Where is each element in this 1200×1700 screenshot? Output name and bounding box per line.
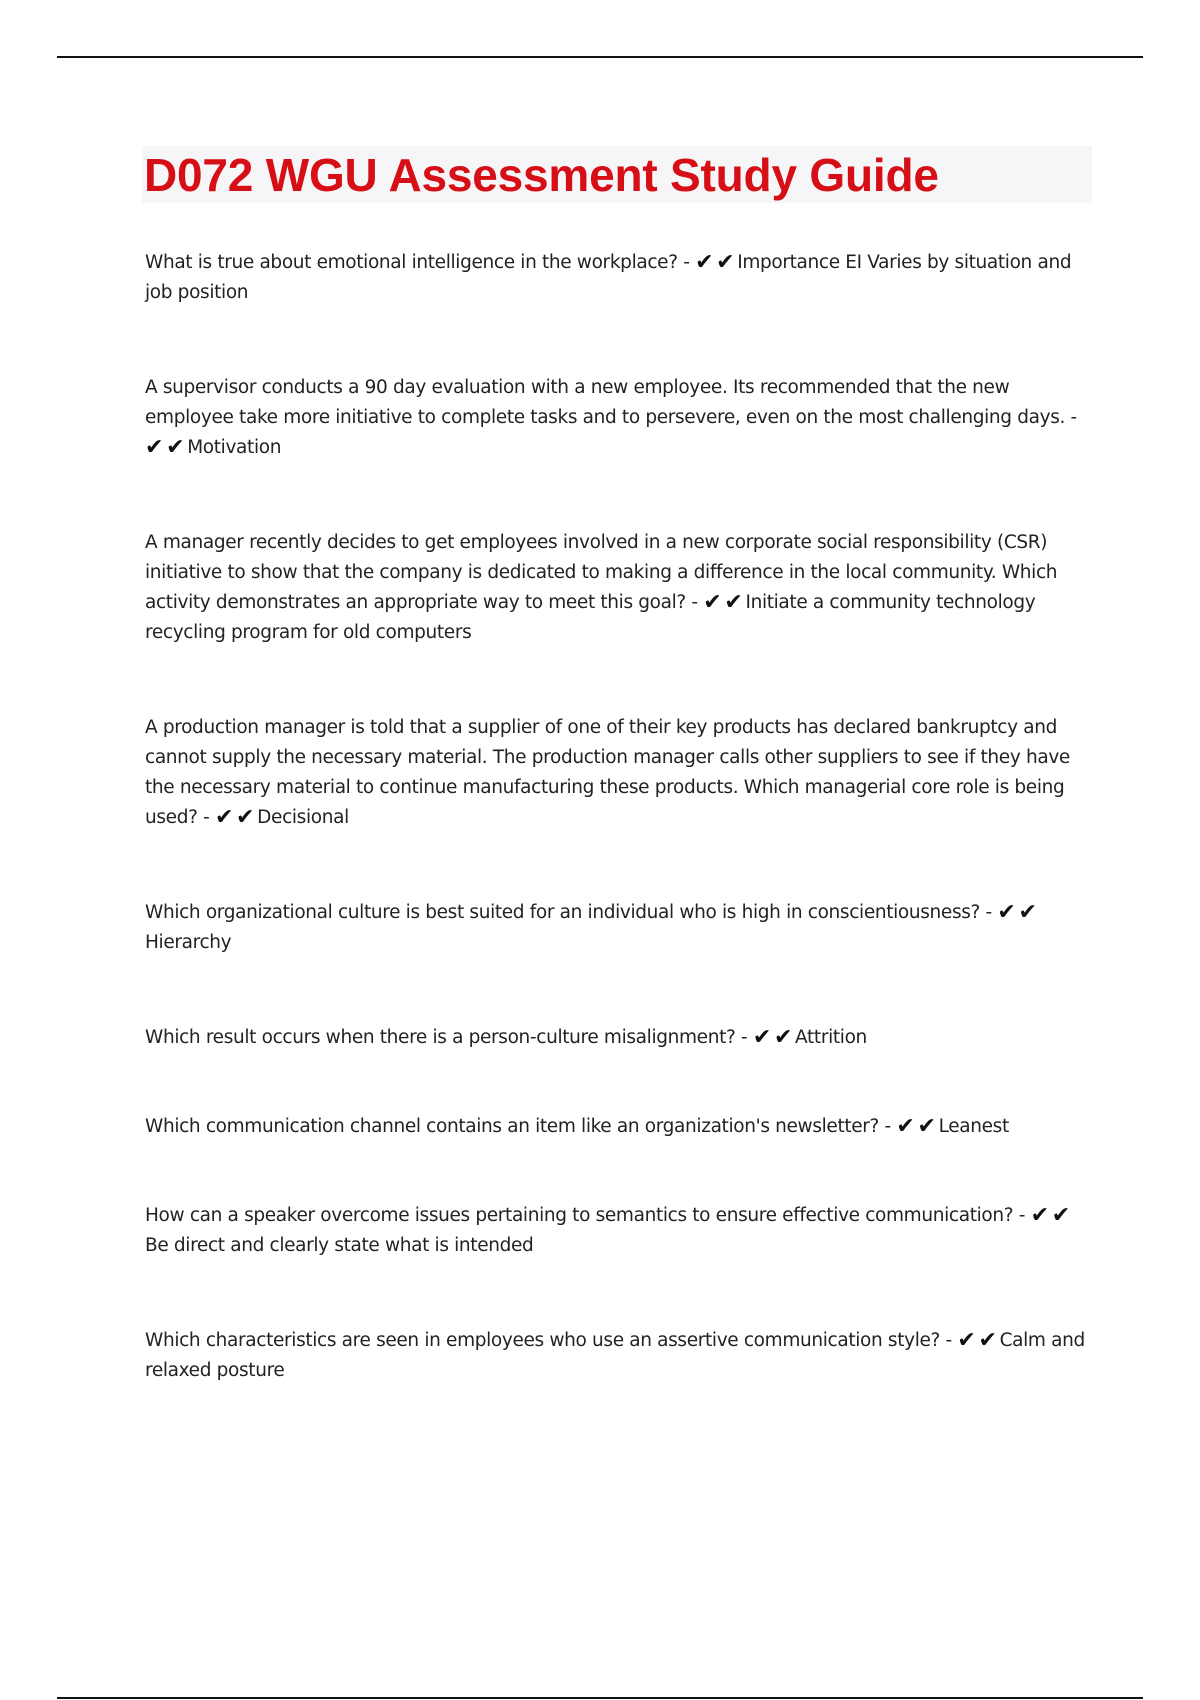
answer-text: Decisional: [257, 807, 349, 828]
check-icon: ✔: [978, 1328, 997, 1353]
check-icon: ✔: [703, 590, 722, 615]
header-rule: [57, 56, 1143, 58]
question-text: A supervisor conducts a 90 day evaluation with a new employee. Its recommended that the new employee take more initiative to complete tasks and to persevere, even on the most challenging days.: [145, 377, 1066, 428]
answer-text: Motivation: [187, 437, 282, 458]
question-text: Which organizational culture is best suited for an individual who is high in conscientiousness?: [145, 902, 981, 923]
footer-rule: [57, 1697, 1143, 1699]
check-icon: ✔: [1018, 900, 1037, 925]
question-text: Which communication channel contains an item like an organization's newsletter?: [145, 1116, 880, 1137]
question-text: A manager recently decides to get employees involved in a new corporate social responsibility (CSR) initiative to show that the company is dedicated to making a difference in the local community. Which activity demonstrates an appropriate way to meet this goal?: [145, 532, 1058, 613]
separator: -: [735, 1027, 753, 1048]
check-icon: ✔: [214, 805, 234, 830]
check-icon: ✔: [773, 1025, 793, 1050]
separator: -: [1065, 407, 1077, 428]
qa-item: [145, 713, 1090, 833]
check-icon: ✔: [1030, 1203, 1049, 1228]
separator: -: [879, 1116, 897, 1137]
qa-item: [145, 898, 1090, 958]
separator: -: [980, 902, 998, 923]
check-icon: ✔: [752, 1025, 771, 1050]
qa-item: [145, 1201, 1090, 1261]
check-icon: ✔: [1051, 1203, 1070, 1228]
check-icon: ✔: [917, 1114, 936, 1139]
question-text: A production manager is told that a supplier of one of their key products has declared bankruptcy and cannot supply the necessary material. The production manager calls other suppliers to see if they have the necessary material to continue manufacturing these products. Which managerial core role is being used?: [145, 717, 1070, 828]
answer-text: Leanest: [938, 1116, 1009, 1137]
qa-item: [145, 528, 1090, 648]
question-text: How can a speaker overcome issues pertaining to semantics to ensure effective communication?: [145, 1205, 1014, 1226]
answer-text: Attrition: [795, 1027, 867, 1048]
question-text: What is true about emotional intelligence in the workplace?: [145, 252, 678, 273]
separator: -: [1013, 1205, 1031, 1226]
qa-item: [145, 1112, 1090, 1142]
qa-list: [145, 248, 1090, 1386]
check-icon: ✔: [896, 1114, 915, 1139]
qa-item: [145, 248, 1090, 308]
qa-item: [145, 373, 1090, 463]
answer-text: Importance EI Varies by situation and job position: [145, 252, 1072, 303]
separator: -: [939, 1330, 958, 1351]
check-icon: ✔: [957, 1328, 976, 1353]
answer-text: Be direct and clearly state what is intended: [145, 1235, 534, 1256]
check-icon: ✔: [724, 590, 743, 615]
check-icon: ✔: [145, 435, 164, 460]
question-text: Which result occurs when there is a person-culture misalignment?: [145, 1027, 736, 1048]
check-icon: ✔: [236, 805, 255, 830]
separator: -: [197, 807, 215, 828]
check-icon: ✔: [716, 250, 735, 275]
qa-item: [145, 1326, 1090, 1386]
check-icon: ✔: [997, 900, 1016, 925]
question-text: Which characteristics are seen in employees who use an assertive communication style?: [145, 1330, 940, 1351]
document-title: D072 WGU Assessment Study Guide: [144, 149, 939, 201]
qa-item: [145, 1023, 1090, 1053]
separator: -: [685, 592, 704, 613]
separator: -: [677, 252, 696, 273]
answer-text: Calm and relaxed posture: [145, 1330, 1085, 1381]
answer-text: Hierarchy: [145, 932, 232, 953]
check-icon: ✔: [166, 435, 185, 460]
answer-text: Initiate a community technology recycling program for old computers: [145, 592, 1036, 643]
check-icon: ✔: [695, 250, 714, 275]
